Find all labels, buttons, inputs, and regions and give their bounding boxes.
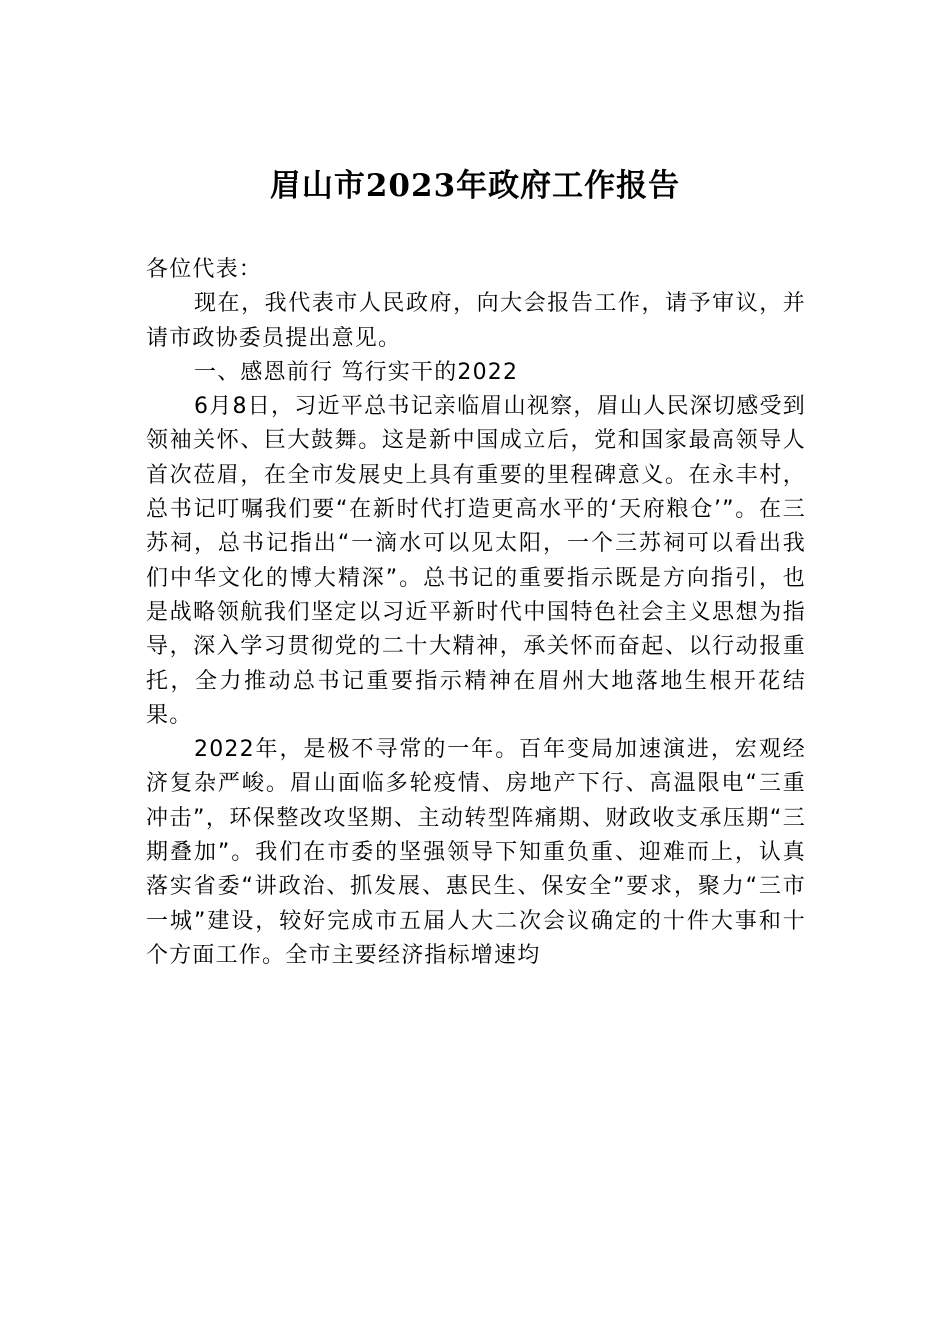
body-paragraph: 6月8日，习近平总书记亲临眉山视察，眉山人民深切感受到领袖关怀、巨大鼓舞。这是新中国成立后，党和国家最高领导人首次莅眉，在全市发展史上具有重要的里程碑意义。在永丰村，总书记叮嘱我们要“在新时代打造更高水平的‘天府粮仓’”。在三苏祠，总书记指出“一滴水可以见太阳，一个三苏祠可以看出我们中华文化的博大精深”。总书记的重要指示既是方向指引，也是战略领航我们坚定以习近平新时代中国特色社会主义思想为指导，深入学习贯彻党的二十大精神，承关怀而奋起、以行动报重托，全力推动总书记重要指示精神在眉州大地落地生根开花结果。 bbox=[146, 394, 806, 728]
document-body bbox=[146, 253, 806, 973]
body-paragraph: 2022年，是极不寻常的一年。百年变局加速演进，宏观经济复杂严峻。眉山面临多轮疫情、房地产下行、高温限电“三重冲击”，环保整改攻坚期、主动转型阵痛期、财政收支承压期“三期叠加”。我们在市委的坚强领导下知重负重、迎难而上，认真落实省委“讲政治、抓发展、惠民生、保安全”要求，聚力“三市一城”建设，较好完成市五届人大二次会议确定的十件大事和十个方面工作。全市主要经济指标增速均 bbox=[146, 737, 806, 968]
document-title: 眉山市2023年政府工作报告 bbox=[269, 168, 681, 204]
section-heading: 一、感恩前行 笃行实干的2022 bbox=[194, 359, 519, 385]
salutation: 各位代表： bbox=[146, 257, 263, 282]
intro-paragraph: 现在，我代表市人民政府，向大会报告工作，请予审议，并请市政协委员提出意见。 bbox=[146, 291, 806, 351]
